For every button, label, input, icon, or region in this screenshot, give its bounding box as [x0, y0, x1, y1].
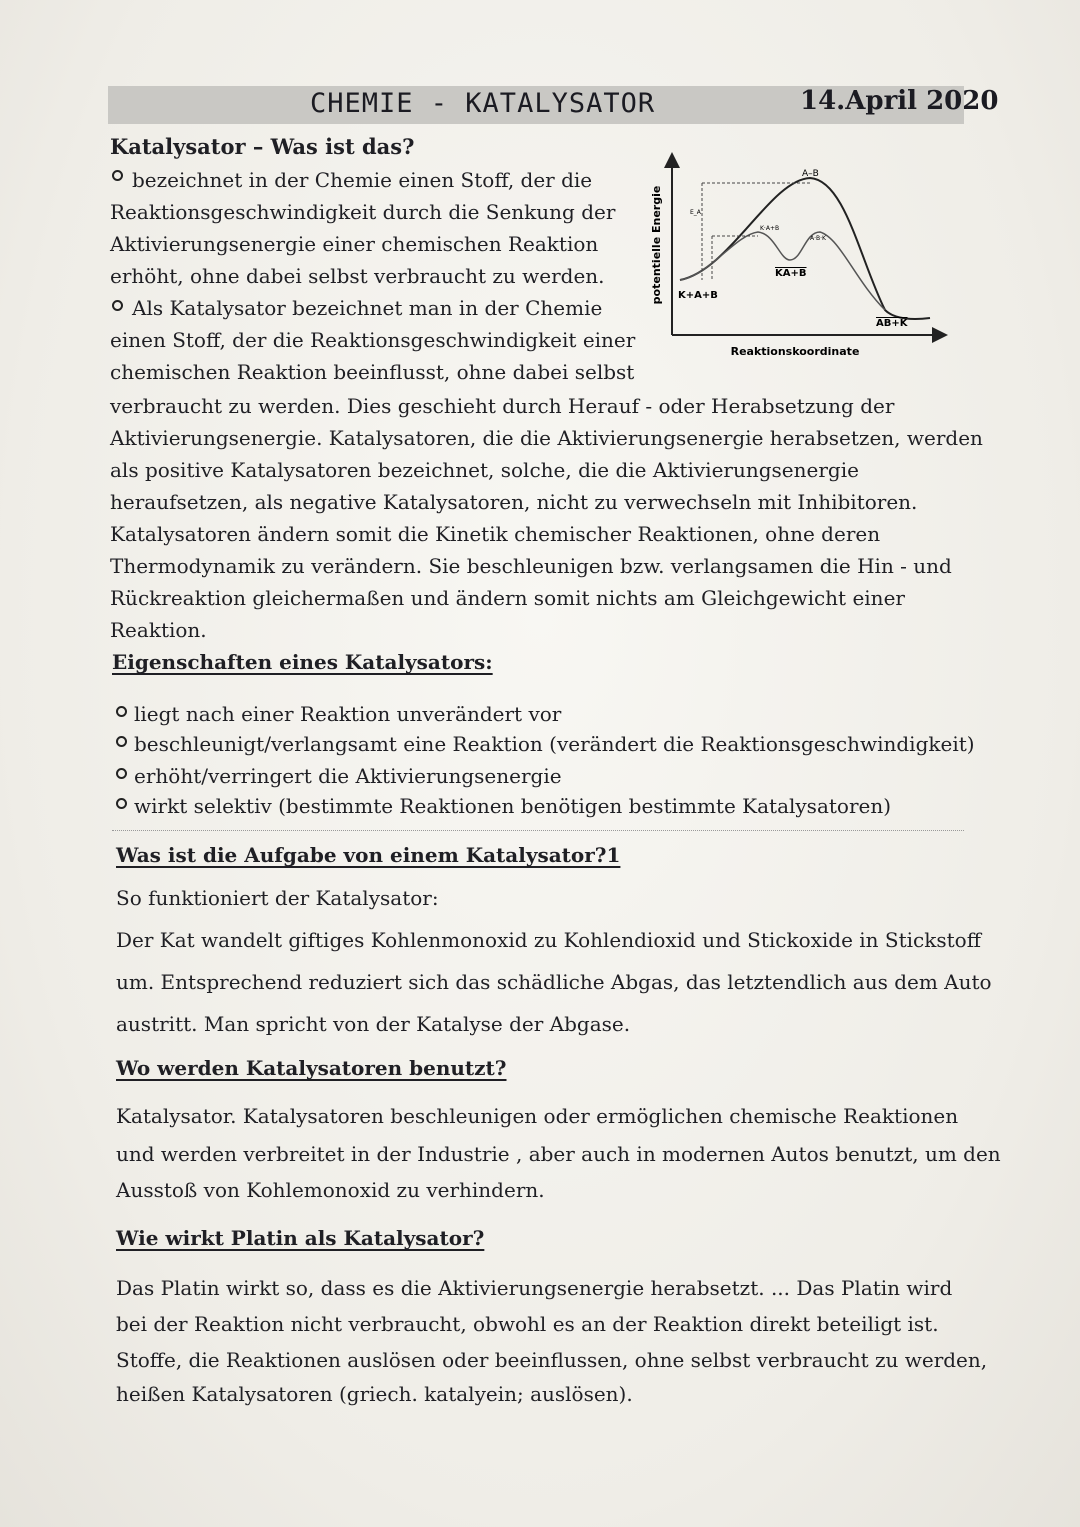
usage-line: und werden verbreitet in der Industrie , aber auch in modernen Autos benutzt, um den	[116, 1142, 1001, 1166]
label-start: K+A+B	[678, 290, 718, 301]
page-date: 14.April 2020	[800, 86, 999, 116]
bullet-icon	[116, 736, 127, 747]
properties-heading: Eigenschaften eines Katalysators:	[112, 650, 493, 674]
task-line: um. Entsprechend reduziert sich das schädliche Abgas, das letztendlich aus dem Auto	[116, 970, 992, 994]
intro-heading: Katalysator – Was ist das?	[110, 134, 415, 159]
bullet-icon	[116, 706, 127, 717]
property-item: beschleunigt/verlangsamt eine Reaktion (verändert die Reaktionsgeschwindigkeit)	[134, 732, 975, 756]
x-axis-label: Reaktionskoordinate	[730, 345, 860, 358]
label-peak: A–B	[802, 169, 819, 179]
intro-line: bezeichnet in der Chemie einen Stoff, der die	[132, 168, 593, 192]
bullet-icon	[112, 300, 123, 311]
intro-line: Als Katalysator bezeichnet man in der Chemie	[132, 296, 603, 320]
label-end: AB+K	[876, 318, 908, 329]
divider	[112, 830, 964, 831]
intro-line: verbraucht zu werden. Dies geschieht durch Herauf - oder Herabsetzung der	[110, 394, 895, 418]
intro-line: Aktivierungsenergie. Katalysatoren, die die Aktivierungsenergie herabsetzen, werden	[110, 426, 983, 450]
label-small-2: A·B·K	[810, 235, 826, 242]
intro-line: Reaktion.	[110, 618, 207, 642]
intro-line: einen Stoff, der die Reaktionsgeschwindigkeit einer	[110, 328, 636, 352]
intro-line: Katalysatoren ändern somit die Kinetik chemischer Reaktionen, ohne deren	[110, 522, 881, 546]
platinum-heading: Wie wirkt Platin als Katalysator?	[116, 1226, 485, 1250]
bullet-icon	[112, 170, 123, 181]
page-title: CHEMIE - KATALYSATOR	[310, 88, 656, 119]
label-intermediate: KA+B	[775, 268, 807, 279]
label-small-1: K·A+B	[760, 225, 780, 232]
platinum-line: bei der Reaktion nicht verbraucht, obwohl es an der Reaktion direkt beteiligt ist.	[116, 1312, 939, 1336]
intro-line: Rückreaktion gleichermaßen und ändern somit nichts am Gleichgewicht einer	[110, 586, 905, 610]
energy-diagram	[640, 150, 950, 370]
property-item: liegt nach einer Reaktion unverändert vor	[134, 702, 562, 726]
platinum-line: Stoffe, die Reaktionen auslösen oder beeinflussen, ohne selbst verbraucht zu werden,	[116, 1348, 988, 1372]
label-ea: E_A	[690, 209, 701, 216]
property-item: wirkt selektiv (bestimmte Reaktionen benötigen bestimmte Katalysatoren)	[134, 794, 892, 818]
intro-line: heraufsetzen, als negative Katalysatoren, nicht zu verwechseln mit Inhibitoren.	[110, 490, 918, 514]
usage-line: Ausstoß von Kohlemonoxid zu verhindern.	[116, 1178, 545, 1202]
intro-line: Aktivierungsenergie einer chemischen Reaktion	[110, 232, 599, 256]
usage-line: Katalysator. Katalysatoren beschleunigen oder ermöglichen chemische Reaktionen	[116, 1104, 959, 1128]
intro-line: chemischen Reaktion beeinflusst, ohne dabei selbst	[110, 360, 635, 384]
task-heading: Was ist die Aufgabe von einem Katalysator?1	[116, 843, 621, 867]
intro-line: erhöht, ohne dabei selbst verbraucht zu werden.	[110, 264, 605, 288]
property-item: erhöht/verringert die Aktivierungsenergie	[134, 764, 562, 788]
task-line: austritt. Man spricht von der Katalyse der Abgase.	[116, 1012, 631, 1036]
bullet-icon	[116, 798, 127, 809]
intro-line: Reaktionsgeschwindigkeit durch die Senkung der	[110, 200, 616, 224]
task-line: Der Kat wandelt giftiges Kohlenmonoxid zu Kohlendioxid und Stickoxide in Stickstoff	[116, 928, 981, 952]
intro-line: als positive Katalysatoren bezeichnet, solche, die die Aktivierungsenergie	[110, 458, 859, 482]
usage-heading: Wo werden Katalysatoren benutzt?	[116, 1056, 507, 1080]
bullet-icon	[116, 768, 127, 779]
y-axis-label: potentielle Energie	[650, 185, 663, 305]
platinum-line: heißen Katalysatoren (griech. katalyein; auslösen).	[116, 1382, 633, 1406]
intro-line: Thermodynamik zu verändern. Sie beschleunigen bzw. verlangsamen die Hin - und	[110, 554, 952, 578]
task-line: So funktioniert der Katalysator:	[116, 886, 439, 910]
platinum-line: Das Platin wirkt so, dass es die Aktivierungsenergie herabsetzt. ... Das Platin wird	[116, 1276, 953, 1300]
